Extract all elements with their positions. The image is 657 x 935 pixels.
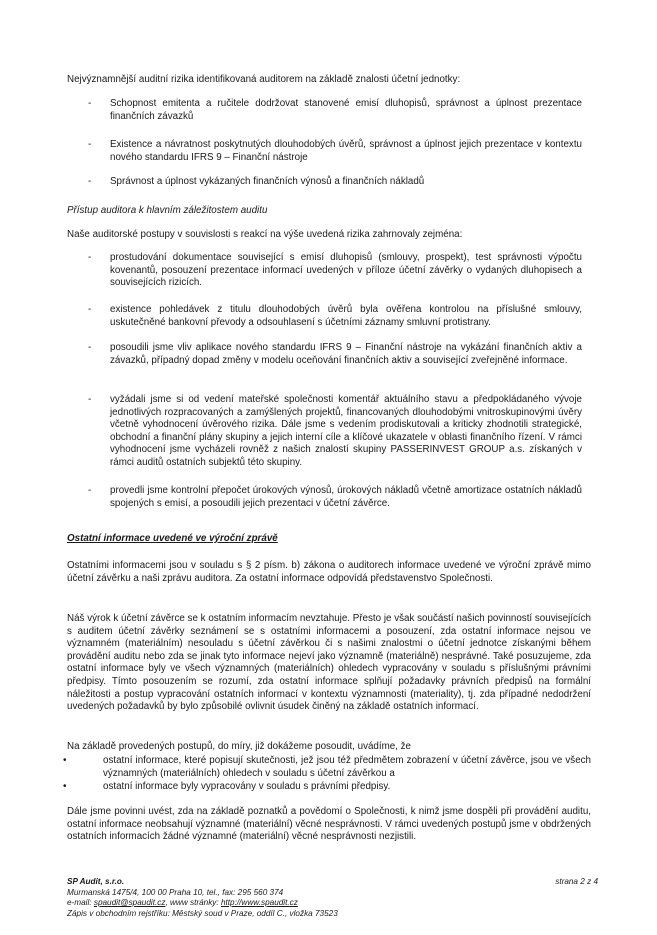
footer-registry: Zápis v obchodním rejstříku: Městský soud v Praze, oddíl C., vložka 73523 bbox=[67, 908, 338, 918]
intro-paragraph: Nejvýznamnější auditní rizika identifikovaná auditorem na základě znalosti účetní jednotky: bbox=[67, 74, 461, 85]
procedure-item-4: vyžádali jsme si od vedení mateřské společnosti komentář aktuálního stavu a předpokládaného vývoje jednotlivých rozpracovaných a zamýšlených projektů, financovaných dlouhodobými vnitroskupinovými úvěry včetně vyhodnocení úvěrového rizika. Dále jsme s vedením prodiskutovali a kriticky zhodnotili strategické, obchodní a finanční plány skupiny a jejich interní cíle a klíčové ukazatele v oblasti finančního řízení. V rámci vyhodnocení jsme vycházeli rovněž z našich znalostí skupiny PASSERINVEST GROUP a.s. získaných v rámci auditů ostatních subjektů této skupiny. bbox=[110, 394, 582, 468]
dash-bullet: - bbox=[88, 252, 92, 263]
footer-web-link[interactable]: http://www.spaudit.cz bbox=[220, 898, 298, 908]
other-info-paragraph-4: Dále jsme povinni uvést, zda na základě poznatků a povědomí o Společnosti, k nimž jsme dospěli při provádění auditu, ostatní informace neobsahují významné (materiální) věcné nesprávnosti. V rámci uvedených postupů jsme v obdržených ostatních informacích žádné významné (materiální) věcné nesprávnosti nezjistili. bbox=[67, 806, 591, 843]
other-info-paragraph-2: Náš výrok k účetní závěrce se k ostatním informacím nevztahuje. Přesto je však součástí našich povinností souvisejících s auditem účetní závěrky seznámení se s ostatními informacemi a posouzení, zda ostatní informace nejsou ve významném (materiálním) nesouladu s účetní závěrkou či s našimi znalostmi o účetní jednotce získanými během provádění auditu nebo zda se jinak tyto informace nejeví jako významně (materiálně) nesprávné. Také posuzujeme, zda ostatní informace byly ve všech významných (materiálních) ohledech vypracovány v souladu s příslušnými právními předpisy. Tímto posouzením se rozumí, zda ostatní informace splňují požadavky právních předpisů na formální náležitosti a postup vypracování ostatních informací v kontextu významnosti (materiality), tj. zda případné nedodržení uvedených požadavků by bylo způsobilé ovlivnit úsudek činěný na základě ostatních informací. bbox=[67, 613, 591, 713]
dash-bullet: - bbox=[88, 485, 92, 496]
dot-bullet: • bbox=[63, 781, 67, 792]
procedure-item-1: prostudování dokumentace související s emisí dluhopisů (smlouvy, prospekt), test správnosti výpočtu kovenantů, posouzení prezentace informací uvedených v příloze účetní závěrky o vydaných dluhopisech a souvisejících rizicích. bbox=[110, 252, 582, 289]
dash-bullet: - bbox=[88, 342, 92, 353]
footer-contact bbox=[67, 877, 507, 919]
risk-item-2: Existence a návratnost poskytnutých dlouhodobých úvěrů, správnost a úplnost jejich prezentace v kontextu nového standardu IFRS 9 – Finanční nástroje bbox=[110, 139, 582, 163]
footer-web-label: , www stránky: bbox=[165, 898, 219, 908]
other-info-heading: Ostatní informace uvedené ve výroční zprávě bbox=[67, 533, 278, 544]
statement-item-1: ostatní informace, které popisují skutečnosti, jež jsou též předmětem zobrazení v účetní závěrce, jsou ve všech významných (materiálních) ohledech v souladu s účetní závěrkou a bbox=[103, 755, 591, 779]
approach-intro: Naše auditorské postupy v souvislosti s reakcí na výše uvedená rizika zahrnovaly zejména: bbox=[67, 229, 463, 240]
statement-item-2: ostatní informace byly vypracovány v souladu s právními předpisy. bbox=[103, 781, 391, 792]
page-number: strana 2 z 4 bbox=[555, 877, 598, 886]
footer-email-label: e-mail: bbox=[67, 898, 92, 908]
footer-company: SP Audit, s.r.o. bbox=[67, 877, 125, 886]
dash-bullet: - bbox=[88, 304, 92, 315]
dash-bullet: - bbox=[88, 176, 92, 187]
footer-contacts-line bbox=[67, 898, 507, 909]
procedure-item-5: provedli jsme kontrolní přepočet úrokových výnosů, úrokových nákladů včetně amortizace ostatních nákladů spojených s emisí, a posoudili jejich prezentaci v účetní závěrce. bbox=[110, 485, 582, 509]
other-info-paragraph-1: Ostatními informacemi jsou v souladu s § 2 písm. b) zákona o auditorech informace uvedené ve výroční zprávě mimo účetní závěrku a naši zprávu auditora. Za ostatní informace odpovídá představenstvo Společnosti. bbox=[67, 560, 591, 584]
footer-email-link[interactable]: spaudit@spaudit.cz bbox=[93, 898, 166, 908]
procedure-item-3: posoudili jsme vliv aplikace nového standardu IFRS 9 – Finanční nástroje na vykázání finančních aktiv a závazků, případný dopad změny v modelu oceňování finančních aktiv a související zveřejněné informace. bbox=[110, 342, 582, 366]
dash-bullet: - bbox=[88, 394, 92, 405]
risk-item-3: Správnost a úplnost vykázaných finančních výnosů a finančních nákladů bbox=[110, 176, 425, 187]
footer-address: Murmanská 1475/4, 100 00 Praha 10, tel., fax: 295 560 374 bbox=[67, 887, 284, 897]
risk-item-1: Schopnost emitenta a ručitele dodržovat stanovené emisí dluhopisů, správnost a úplnost prezentace finančních závazků bbox=[110, 98, 582, 122]
procedure-item-2: existence pohledávek z titulu dlouhodobých úvěrů byla ověřena kontrolou na příslušné smlouvy, uskutečněné bankovní převody a odsouhlasení s účetními záznamy smluvní protistrany. bbox=[110, 304, 582, 328]
dash-bullet: - bbox=[88, 98, 92, 109]
dash-bullet: - bbox=[88, 139, 92, 150]
approach-heading: Přístup auditora k hlavním záležitostem auditu bbox=[67, 205, 268, 216]
dot-bullet: • bbox=[63, 755, 67, 766]
other-info-paragraph-3: Na základě provedených postupů, do míry, již dokážeme posoudit, uvádíme, že bbox=[67, 741, 411, 752]
